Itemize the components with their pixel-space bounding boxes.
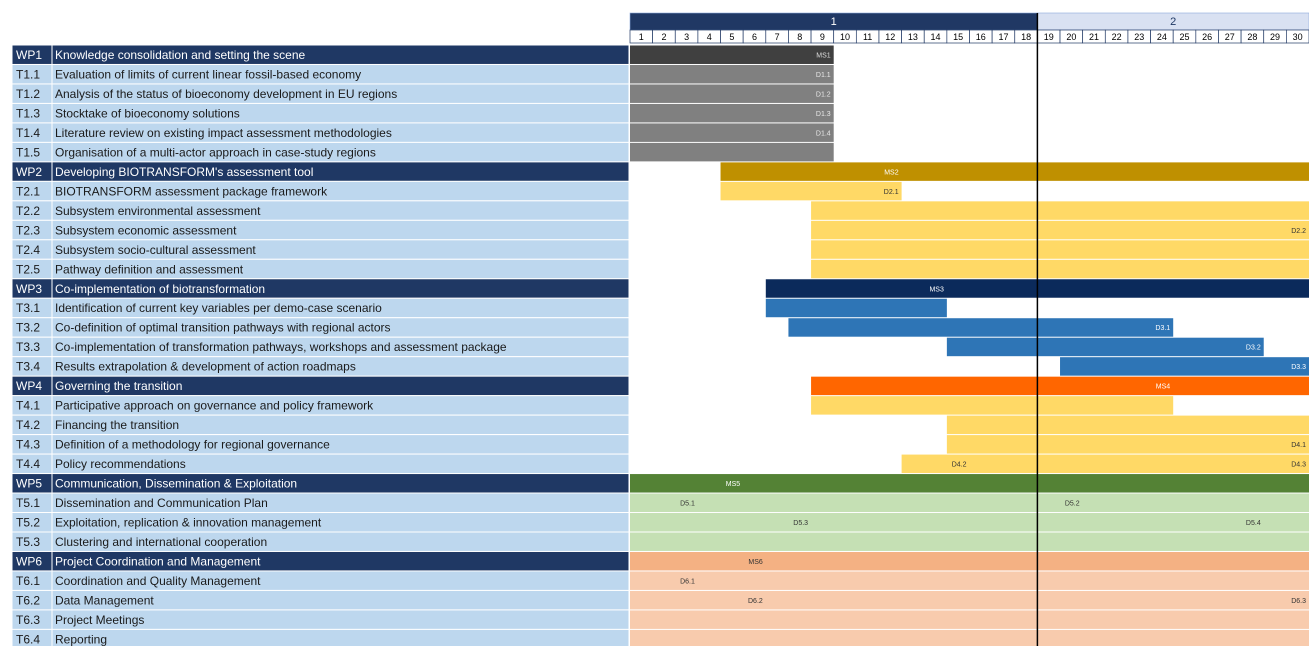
gantt-bar-T1.5 <box>630 143 834 161</box>
row-name: Subsystem economic assessment <box>55 223 237 238</box>
row-name: Analysis of the status of bioeconomy development in EU regions <box>55 86 398 101</box>
row-name: Financing the transition <box>55 418 180 433</box>
row-code: WP2 <box>16 164 43 179</box>
milestone-label: D6.3 <box>1291 597 1306 605</box>
gantt-bar-T1.3 <box>630 104 834 122</box>
month-tick-label: 2 <box>661 32 667 42</box>
milestone-label: MS1 <box>816 52 831 60</box>
milestone-label: D5.2 <box>1064 500 1080 508</box>
gantt-bar-T6.1 <box>630 571 1309 589</box>
gantt-bar-T6.2 <box>630 591 1309 609</box>
gantt-bar-T6.4 <box>630 630 1309 646</box>
milestone-label: D1.3 <box>815 110 831 118</box>
month-tick-label: 7 <box>774 32 780 42</box>
month-tick-label: 16 <box>975 32 986 42</box>
month-tick-label: 23 <box>1134 32 1145 42</box>
row-name: Data Management <box>55 593 154 608</box>
milestone-label: D3.3 <box>1291 364 1306 372</box>
gantt-bar-WP2 <box>721 162 1309 180</box>
month-tick-label: 11 <box>862 32 873 42</box>
row-code: T5.1 <box>16 496 41 511</box>
row-name: Developing BIOTRANSFORM's assessment tool <box>55 164 314 179</box>
row-name: Policy recommendations <box>55 457 186 472</box>
row-code: T1.3 <box>16 106 41 121</box>
milestone-label: D4.2 <box>951 461 967 469</box>
row-code: T6.2 <box>16 593 41 608</box>
row-code: T5.3 <box>16 535 41 549</box>
gantt-bar-T2.5 <box>811 260 1309 278</box>
row-name: Subsystem environmental assessment <box>55 203 261 218</box>
row-code: T2.5 <box>16 262 41 277</box>
row-code: T2.4 <box>16 242 41 257</box>
gantt-bar-T2.3 <box>811 221 1309 239</box>
milestone-label: D2.2 <box>1291 227 1306 235</box>
month-tick-label: 29 <box>1270 32 1281 42</box>
gantt-bar-T1.2 <box>630 84 834 102</box>
month-tick-label: 14 <box>930 32 941 42</box>
row-code: WP3 <box>16 281 43 296</box>
row-code: T2.1 <box>16 184 41 199</box>
row-name: Literature review on existing impact assessment methodologies <box>55 125 392 140</box>
row-name: Project Coordination and Management <box>55 554 261 569</box>
milestone-label: D5.1 <box>680 500 695 508</box>
gantt-bar-T5.2 <box>630 513 1309 531</box>
row-code: T3.2 <box>16 320 41 335</box>
row-name: Co-implementation of biotransformation <box>55 281 266 296</box>
gantt-bar-T2.1 <box>721 182 902 200</box>
row-name: Organisation of a multi-actor approach in case-study regions <box>55 145 376 160</box>
row-name: Co-implementation of transformation pathways, workshops and assessment package <box>55 340 507 355</box>
milestone-label: D1.2 <box>815 91 831 99</box>
row-code: WP1 <box>16 48 43 62</box>
gantt-bar-T3.2 <box>788 318 1173 336</box>
month-tick-label: 10 <box>840 32 851 42</box>
month-tick-label: 27 <box>1224 32 1235 42</box>
row-code: WP4 <box>16 379 43 394</box>
row-code: T4.3 <box>16 437 41 452</box>
month-tick-label: 21 <box>1088 32 1099 42</box>
row-code: T4.1 <box>16 398 41 413</box>
milestone-label: D3.1 <box>1155 325 1171 333</box>
month-tick-label: 5 <box>729 32 735 42</box>
row-code: WP6 <box>16 554 43 569</box>
row-code: T4.4 <box>16 457 41 472</box>
row-name: Communication, Dissemination & Exploitation <box>55 476 298 491</box>
row-code: WP5 <box>16 476 43 491</box>
month-tick-label: 6 <box>751 32 757 42</box>
gantt-bar-T5.1 <box>630 494 1309 512</box>
row-name: Coordination and Quality Management <box>55 573 261 588</box>
row-name: Dissemination and Communication Plan <box>55 496 268 511</box>
row-code: T1.1 <box>16 67 41 82</box>
row-name: Project Meetings <box>55 612 145 627</box>
row-name: Identification of current key variables per demo-case scenario <box>55 301 382 316</box>
milestone-label: D3.2 <box>1245 344 1261 352</box>
row-name: Stocktake of bioeconomy solutions <box>55 106 240 121</box>
year-label: 2 <box>1170 16 1177 28</box>
row-name: Subsystem socio-cultural assessment <box>55 242 256 257</box>
row-code: T6.1 <box>16 573 41 588</box>
gantt-bar-WP1 <box>630 46 834 64</box>
milestone-label: D6.1 <box>680 578 695 586</box>
gantt-bar-T5.3 <box>630 533 1309 551</box>
month-tick-label: 12 <box>885 32 896 42</box>
month-tick-label: 8 <box>797 32 803 42</box>
row-code: T6.3 <box>16 612 41 627</box>
month-tick-label: 24 <box>1156 32 1167 42</box>
gantt-bar-T1.1 <box>630 65 834 83</box>
row-code: T6.4 <box>16 632 41 646</box>
gantt-bar-T3.4 <box>1060 357 1309 375</box>
row-name: Clustering and international cooperation <box>55 535 268 549</box>
row-code: T2.3 <box>16 223 41 238</box>
gantt-bar-WP4 <box>811 377 1309 395</box>
month-tick-label: 25 <box>1179 32 1190 42</box>
month-tick-label: 1 <box>638 32 644 42</box>
milestone-label: D6.2 <box>748 597 763 605</box>
row-code: T3.1 <box>16 301 41 316</box>
gantt-bar-T2.4 <box>811 240 1309 258</box>
milestone-label: D2.1 <box>883 188 899 196</box>
gantt-bar-T4.1 <box>811 396 1173 414</box>
row-code: T2.2 <box>16 203 41 218</box>
gantt-bar-WP6 <box>630 552 1309 570</box>
row-code: T4.2 <box>16 418 41 433</box>
milestone-label: MS3 <box>929 286 944 294</box>
milestone-label: D5.3 <box>793 520 809 528</box>
month-tick-label: 15 <box>953 32 964 42</box>
row-name: Reporting <box>55 632 108 646</box>
row-name: Results extrapolation & development of action roadmaps <box>55 359 356 374</box>
month-tick-label: 13 <box>907 32 918 42</box>
row-name: Definition of a methodology for regional governance <box>55 437 330 452</box>
gantt-bar-T3.1 <box>766 299 947 317</box>
month-tick-label: 17 <box>998 32 1009 42</box>
row-name: Co-definition of optimal transition pathways with regional actors <box>55 320 391 335</box>
gantt-bar-T2.2 <box>811 201 1309 219</box>
row-name: Evaluation of limits of current linear fossil-based economy <box>55 67 362 82</box>
month-tick-label: 3 <box>684 32 690 42</box>
month-tick-label: 30 <box>1292 32 1303 42</box>
row-code: T3.3 <box>16 340 41 355</box>
gantt-bar-T3.3 <box>947 338 1264 356</box>
row-name: Knowledge consolidation and setting the scene <box>55 48 306 62</box>
month-tick-label: 28 <box>1247 32 1258 42</box>
row-code: T3.4 <box>16 359 41 374</box>
row-name: Governing the transition <box>55 379 183 394</box>
month-tick-label: 26 <box>1202 32 1213 42</box>
milestone-label: MS2 <box>884 169 899 177</box>
milestone-label: D4.1 <box>1291 442 1306 450</box>
gantt-bar-T4.2 <box>947 416 1309 434</box>
year-label: 1 <box>830 16 837 28</box>
month-tick-label: 20 <box>1066 32 1077 42</box>
gantt-bar-T6.3 <box>630 610 1309 628</box>
month-tick-label: 9 <box>819 32 825 42</box>
row-code: T1.5 <box>16 145 41 160</box>
row-name: Participative approach on governance and policy framework <box>55 398 374 413</box>
month-tick-label: 19 <box>1043 32 1054 42</box>
month-tick-label: 22 <box>1111 32 1122 42</box>
row-code: T1.2 <box>16 86 41 101</box>
milestone-label: D1.4 <box>815 130 831 138</box>
milestone-label: MS4 <box>1155 383 1171 391</box>
month-tick-label: 4 <box>706 32 712 42</box>
row-name: Pathway definition and assessment <box>55 262 244 277</box>
month-tick-label: 18 <box>1021 32 1032 42</box>
milestone-label: D5.4 <box>1245 520 1261 528</box>
gantt-bar-T4.3 <box>947 435 1309 453</box>
milestone-label: D4.3 <box>1291 461 1306 469</box>
row-code: T5.2 <box>16 515 41 530</box>
milestone-label: D1.1 <box>815 71 831 79</box>
milestone-label: MS5 <box>725 481 741 489</box>
row-name: Exploitation, replication & innovation management <box>55 515 322 530</box>
gantt-bar-T1.4 <box>630 123 834 141</box>
milestone-label: MS6 <box>748 558 763 566</box>
row-code: T1.4 <box>16 125 41 140</box>
row-name: BIOTRANSFORM assessment package framework <box>55 184 328 199</box>
